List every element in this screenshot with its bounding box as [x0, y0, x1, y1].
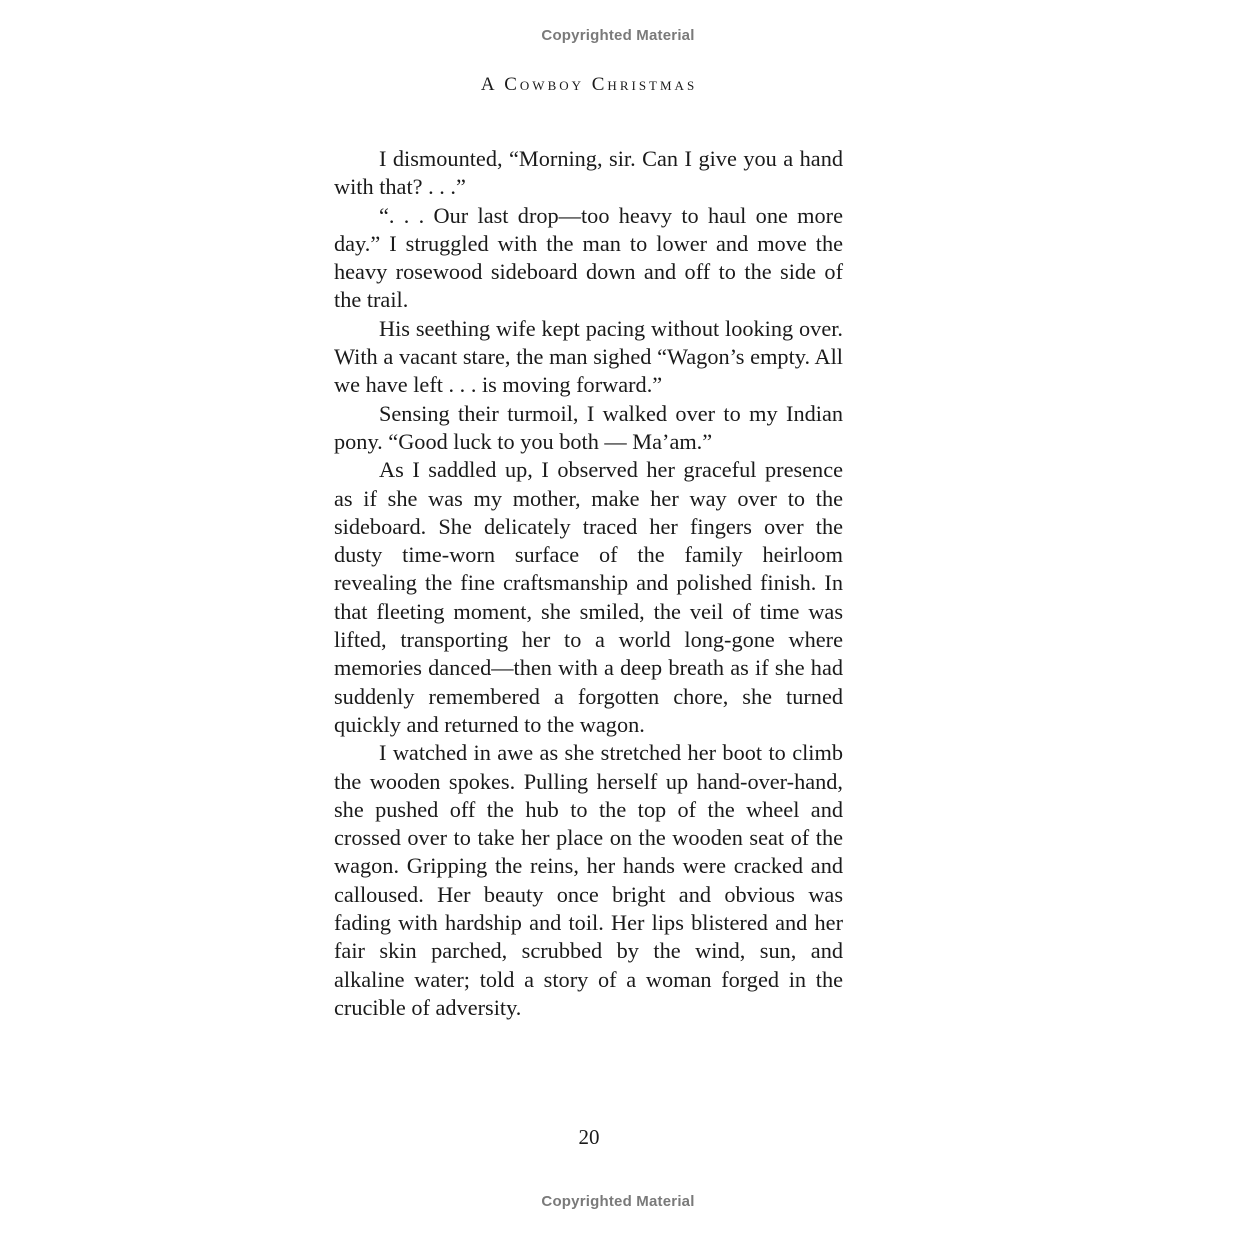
running-head: A Cowboy Christmas [480, 74, 698, 95]
paragraph: Sensing their turmoil, I walked over to my Indian pony. “Good luck to you both — Ma’am.” [334, 400, 843, 454]
paragraph: As I saddled up, I observed her graceful presence as if she was my mother, make her way over to the sideboard. She delicately traced her fingers over the dusty time-worn surface of the family heirloom revealing the fine craftsmanship and polished finish. In that fleeting moment, she smiled, the veil of time was lifted, transporting her to a world long-gone where memories danced—then with a deep breath as if she had suddenly remembered a forgotten chore, she turned quickly and returned to the wagon. [334, 457, 843, 737]
copyright-watermark-bottom: Copyrighted Material [541, 1193, 695, 1210]
page-number: 20 [578, 1125, 600, 1149]
body-text [334, 145, 843, 1022]
paragraph: I dismounted, “Morning, sir. Can I give you a hand with that? . . .” [334, 146, 843, 200]
copyright-watermark-top: Copyrighted Material [541, 27, 695, 44]
paragraph: “. . . Our last drop—too heavy to haul one more day.” I struggled with the man to lower and move the heavy rosewood sideboard down and off to the side of the trail. [334, 202, 843, 313]
paragraph: I watched in awe as she stretched her boot to climb the wooden spokes. Pulling herself up hand-over-hand, she pushed off the hub to the top of the wheel and crossed over to take her place on the wooden seat of the wagon. Gripping the reins, her hands were cracked and calloused. Her beauty once bright and obvious was fading with hardship and toil. Her lips blistered and her fair skin parched, scrubbed by the wind, sun, and alkaline water; told a story of a woman forged in the crucible of adversity. [334, 740, 843, 1020]
paragraph: His seething wife kept pacing without looking over. With a vacant stare, the man sighed “Wagon’s empty. All we have left . . . is moving forward.” [334, 315, 843, 398]
